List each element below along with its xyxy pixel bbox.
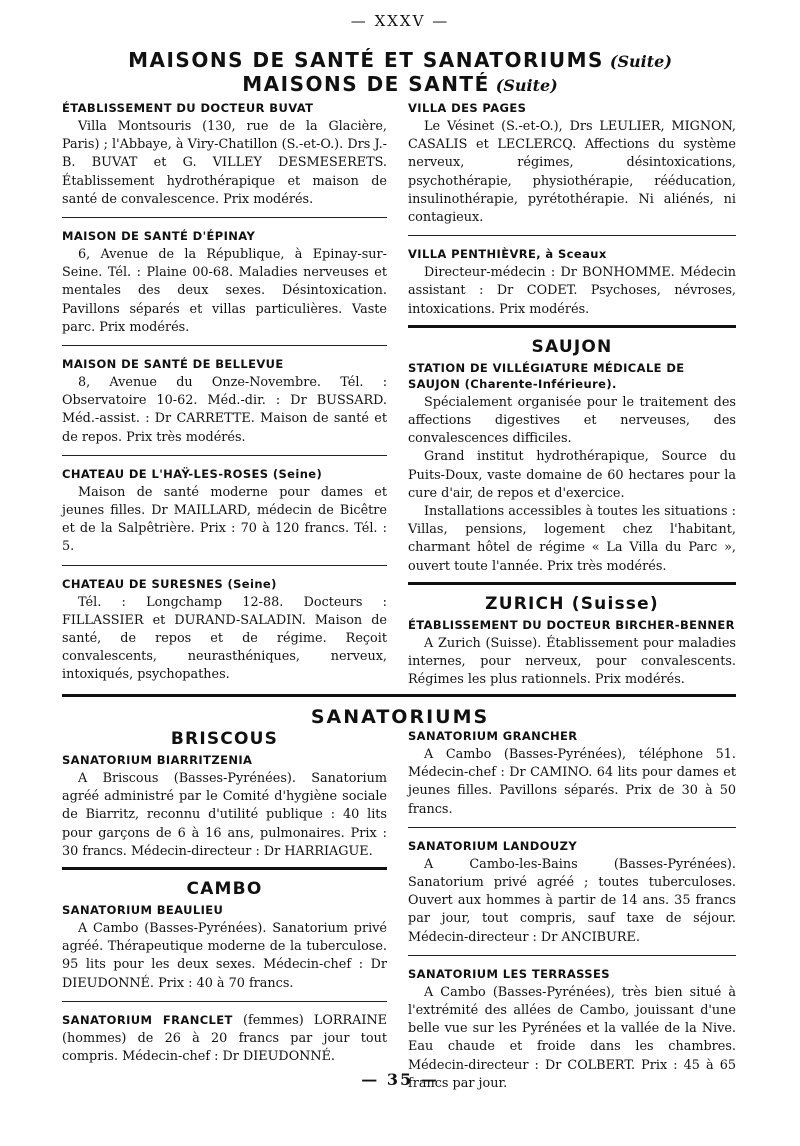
entry-heading: SANATORIUM BIARRITZENIA	[62, 753, 253, 767]
entry-hay-les-roses	[62, 466, 387, 557]
entry-heading: ÉTABLISSEMENT DU DOCTEUR BUVAT	[62, 101, 314, 115]
sanatoriums-title: SANATORIUMS	[310, 706, 490, 728]
section-briscous	[62, 728, 387, 861]
entry-body: A Cambo (Basses-Pyrénées). Sanatorium privé agréé. Thérapeutique moderne de la tuberculose. 95 lits pour les deux sexes. Médecin-chef : Dr DIEUDONNÉ. Prix : 40 à 70 francs.	[62, 921, 387, 991]
section-saujon	[408, 336, 736, 576]
entry-body: Installations accessibles à toutes les situations : Villas, pensions, logement chez l'habitant, charmant hôtel de régime « La Villa du Parc », ouvert toute l'année. Prix très modérés.	[408, 504, 736, 574]
full-width-divider	[62, 694, 736, 697]
section-title-briscous: BRISCOUS	[170, 729, 279, 749]
section-divider	[408, 325, 736, 328]
entry-landouzy	[408, 838, 736, 947]
entry-body: 6, Avenue de la République, à Epinay-sur-Seine. Tél. : Plaine 00-68. Maladies nerveuses et mentales des deux sexes. Désintoxication. Pavillons séparés et villas particulières. Vaste parc. Prix modérés.	[62, 247, 387, 335]
section-title-zurich: ZURICH (Suisse)	[485, 593, 659, 614]
divider	[408, 827, 736, 828]
divider	[62, 455, 387, 456]
entry-body: A Cambo (Basses-Pyrénées), très bien situé à l'extrémité des allées de Cambo, jouissant d'une belle vue sur les Pyrénées et la vallée de la Nive. Eau chaude et froide dans les chambres. Médecin-directeur : Dr COLBERT. Prix : 45 à 65 francs par jour.	[408, 984, 736, 1091]
entry-body: A Briscous (Basses-Pyrénées). Sanatorium agréé administré par le Comité d'hygiène sociale de Biarritz, reconnu d'utilité publique : 40 lits pour garçons de 6 à 16 ans, pulmonaires. Prix : 30 francs. Médecin-directeur : Dr HARRIAGUE.	[62, 771, 387, 859]
entry-suresnes	[62, 576, 387, 685]
entry-heading: VILLA PENTHIÈVRE, à Sceaux	[408, 247, 607, 262]
divider	[408, 235, 736, 236]
entry-body: Villa Montsouris (130, rue de la Glacière, Paris) ; l'Abbaye, à Viry-Chatillon (S.-et-O.). Drs J.-B. BUVAT et G. VILLEY DESMESERETS. Établissement hydrothérapique et maison de santé de convalescence. Prix modérés.	[62, 119, 387, 207]
entry-grancher	[408, 728, 736, 819]
entry-heading: MAISON DE SANTÉ DE BELLEVUE	[62, 357, 284, 372]
sub-title-text: MAISONS DE SANTÉ	[242, 72, 490, 96]
section-title-cambo: CAMBO	[186, 879, 263, 900]
entry-heading: SANATORIUM LES TERRASSES	[408, 966, 610, 981]
entry-body: A Cambo-les-Bains (Basses-Pyrénées). Sanatorium privé agréé ; toutes tuberculoses. Ouvert aux hommes à partir de 14 ans. 35 francs par jour, tout compris, sauf taxe de séjour. Médecin-directeur : Dr ANCIBURE.	[408, 856, 736, 945]
entry-heading: MAISON DE SANTÉ D'ÉPINAY	[62, 229, 256, 244]
divider	[62, 345, 387, 346]
main-title-suite: (Suite)	[609, 52, 672, 71]
section-cambo	[62, 878, 387, 993]
entry-body: Maison de santé moderne pour dames et jeunes filles. Dr MAILLARD, médecin de Bicêtre et de la Salpêtrière. Prix : 70 à 120 francs. Tél. : 5.	[62, 484, 387, 555]
entry-heading: ÉTABLISSEMENT DU DOCTEUR BIRCHER-BENNER	[408, 617, 735, 632]
sub-title	[0, 72, 800, 96]
entry-body: Spécialement organisée pour le traitement des affections digestives et nerveuses, des convalescences difficiles.	[408, 394, 736, 447]
right-column-top	[408, 100, 736, 689]
section-divider	[62, 867, 387, 870]
entry-heading: SANATORIUM GRANCHER	[408, 729, 578, 743]
entry-franclet	[62, 1012, 387, 1067]
entry-body: Directeur-médecin : Dr BONHOMME. Médecin assistant : Dr CODET. Psychoses, névroses, intoxications. Prix modérés.	[408, 265, 736, 317]
section-divider	[408, 582, 736, 585]
entry-heading: CHATEAU DE L'HAŸ-LES-ROSES (Seine)	[62, 466, 323, 481]
divider	[62, 565, 387, 566]
divider	[62, 217, 387, 218]
main-title	[0, 48, 800, 72]
right-column-bottom	[408, 728, 736, 1093]
entry-body: A Zurich (Suisse). Établissement pour maladies internes, pour nerveux, pour convalescents. Régimes les plus rationnels. Prix modérés.	[408, 635, 736, 688]
section-zurich	[408, 593, 736, 690]
page-footer-number: — 35 —	[361, 1070, 439, 1089]
entry-body: Tél. : Longchamp 12-88. Docteurs : FILLASSIER et DURAND-SALADIN. Maison de santé, de repos et de régime. Reçoit convalescents, neurasthéniques, nerveux, intoxiqués, psychopathes.	[62, 594, 387, 683]
entry-body: A Cambo (Basses-Pyrénées), téléphone 51. Médecin-chef : Dr CAMINO. 64 lits pour dames et jeunes filles. Pavillons séparés. Prix de 30 à 50 francs.	[408, 747, 736, 817]
entry-body: Grand institut hydrothérapique, Source du Puits-Doux, vaste domaine de 60 hectares pour la cure d'air, de repos et d'exercice.	[408, 449, 736, 501]
left-column-top	[62, 100, 387, 685]
entry-body: 8, Avenue du Onze-Novembre. Tél. : Observatoire 10-62. Méd.-dir. : Dr BUSSARD. Méd.-assist. : Dr CARRETTE. Maison de santé et de repos. Prix très modérés.	[62, 375, 387, 445]
entry-villa-penthievre	[408, 246, 736, 319]
left-column-bottom	[62, 728, 387, 1066]
entry-heading: SANATORIUM FRANCLET	[62, 1012, 233, 1027]
entry-heading: STATION DE VILLÉGIATURE MÉDICALE DE SAUJON (Charente-Inférieure).	[408, 360, 685, 391]
sub-title-suite: (Suite)	[495, 76, 558, 95]
entry-villa-des-pages	[408, 100, 736, 227]
page-header-number: — XXXV —	[350, 12, 450, 30]
entry-heading: SANATORIUM LANDOUZY	[408, 838, 578, 853]
section-title-saujon: SAUJON	[531, 336, 613, 357]
entry-heading: CHATEAU DE SURESNES (Seine)	[62, 576, 277, 591]
entry-epinay	[62, 228, 387, 337]
entry-heading: VILLA DES PAGES	[408, 101, 527, 115]
divider	[62, 1001, 387, 1002]
divider	[408, 955, 736, 956]
main-title-text: MAISONS DE SANTÉ ET SANATORIUMS	[128, 48, 604, 72]
entry-heading: SANATORIUM BEAULIEU	[62, 903, 224, 918]
entry-body: Le Vésinet (S.-et-O.), Drs LEULIER, MIGNON, CASALIS et LECLERCQ. Affections du système nerveux, régimes, désintoxications, psychothérapie, physiothérapie, rééducation, insulinothérapie, pyrétothérapie. Ni aliénés, ni contagieux.	[408, 119, 736, 226]
entry-bellevue	[62, 356, 387, 447]
entry-body-inline	[62, 1012, 387, 1067]
entry-body: (femmes) LORRAINE (hommes) de 26 à 20 francs par jour tout compris. Médecin-chef : Dr DIEUDONNÉ.	[62, 1012, 387, 1065]
entry-buvat	[62, 100, 387, 209]
